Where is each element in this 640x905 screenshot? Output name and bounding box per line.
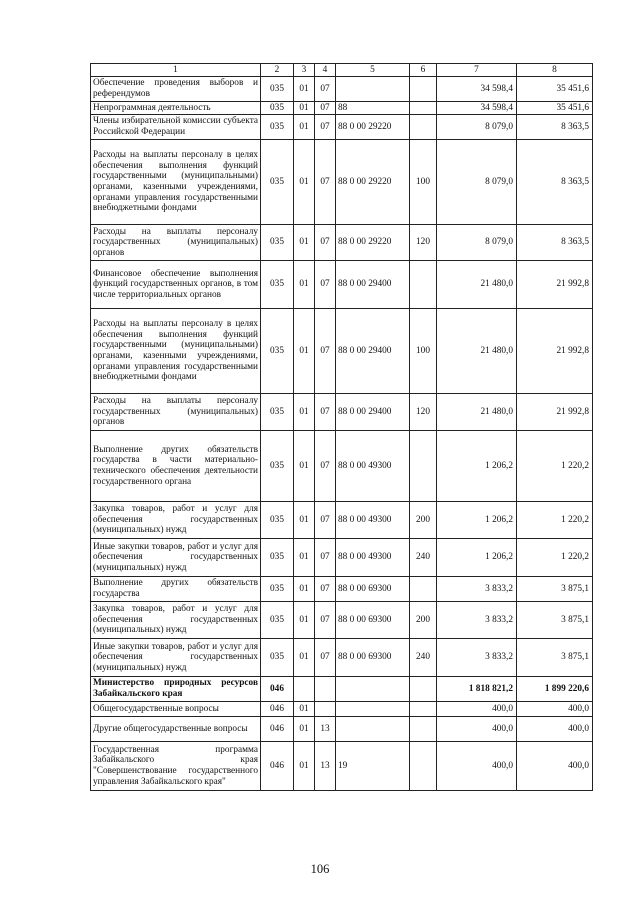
cell-name: Расходы на выплаты персоналу в целях обеспечения выполнения функций государственными (муниципальными) органами, казенными учреждениями, органами управления государственными внебюджетными фондами xyxy=(91,140,261,225)
cell-section: 01 xyxy=(294,77,315,102)
cell-expense-type: 100 xyxy=(410,309,437,394)
cell-target-article: 88 0 00 49300 xyxy=(336,431,410,502)
table-row xyxy=(91,140,593,225)
cell-ministry-code: 046 xyxy=(261,717,294,742)
cell-amount-year2: 1 899 220,6 xyxy=(517,677,593,702)
cell-subsection: 07 xyxy=(315,502,336,539)
cell-target-article: 88 0 00 29220 xyxy=(336,225,410,261)
table-row xyxy=(91,431,593,502)
cell-ministry-code: 035 xyxy=(261,309,294,394)
cell-expense-type xyxy=(410,431,437,502)
table-row xyxy=(91,677,593,702)
cell-name: Другие общегосударственные вопросы xyxy=(91,717,261,742)
cell-amount-year2: 400,0 xyxy=(517,717,593,742)
cell-ministry-code: 046 xyxy=(261,702,294,717)
cell-section: 01 xyxy=(294,102,315,115)
cell-target-article: 88 0 00 69300 xyxy=(336,602,410,639)
cell-expense-type: 240 xyxy=(410,639,437,677)
cell-amount-year1: 3 833,2 xyxy=(437,602,517,639)
cell-section: 01 xyxy=(294,639,315,677)
cell-subsection: 13 xyxy=(315,742,336,791)
cell-ministry-code: 035 xyxy=(261,225,294,261)
cell-expense-type: 100 xyxy=(410,140,437,225)
budget-table xyxy=(90,63,593,791)
table-row xyxy=(91,702,593,717)
cell-ministry-code: 035 xyxy=(261,140,294,225)
cell-name: Закупка товаров, работ и услуг для обеспечения государственных (муниципальных) нужд xyxy=(91,502,261,539)
cell-ministry-code: 035 xyxy=(261,502,294,539)
cell-amount-year2: 1 220,2 xyxy=(517,539,593,577)
cell-amount-year1: 21 480,0 xyxy=(437,309,517,394)
cell-amount-year1: 1 818 821,2 xyxy=(437,677,517,702)
cell-amount-year2: 400,0 xyxy=(517,742,593,791)
cell-amount-year1: 3 833,2 xyxy=(437,639,517,677)
cell-ministry-code: 035 xyxy=(261,431,294,502)
cell-target-article: 19 xyxy=(336,742,410,791)
cell-amount-year1: 400,0 xyxy=(437,702,517,717)
cell-ministry-code: 035 xyxy=(261,539,294,577)
cell-ministry-code: 035 xyxy=(261,261,294,309)
cell-amount-year1: 34 598,4 xyxy=(437,77,517,102)
col-header: 3 xyxy=(294,64,315,77)
cell-amount-year1: 21 480,0 xyxy=(437,394,517,431)
cell-subsection: 07 xyxy=(315,577,336,602)
cell-amount-year2: 35 451,6 xyxy=(517,77,593,102)
cell-amount-year2: 21 992,8 xyxy=(517,394,593,431)
col-header: 2 xyxy=(261,64,294,77)
cell-amount-year2: 8 363,5 xyxy=(517,225,593,261)
cell-name: Расходы на выплаты персоналу государственных (муниципальных) органов xyxy=(91,394,261,431)
cell-section: 01 xyxy=(294,309,315,394)
table-row xyxy=(91,115,593,140)
cell-name: Выполнение других обязательств государства в части материально-технического обеспечения деятельности государственного органа xyxy=(91,431,261,502)
table-header-row xyxy=(91,64,593,77)
cell-target-article: 88 0 00 29220 xyxy=(336,140,410,225)
cell-section: 01 xyxy=(294,431,315,502)
cell-section: 01 xyxy=(294,742,315,791)
cell-section: 01 xyxy=(294,394,315,431)
cell-amount-year2: 3 875,1 xyxy=(517,602,593,639)
table-row xyxy=(91,225,593,261)
cell-amount-year1: 21 480,0 xyxy=(437,261,517,309)
cell-subsection: 07 xyxy=(315,261,336,309)
cell-amount-year1: 400,0 xyxy=(437,742,517,791)
cell-name: Министерство природных ресурсов Забайкальского края xyxy=(91,677,261,702)
cell-target-article xyxy=(336,702,410,717)
col-header: 1 xyxy=(91,64,261,77)
cell-ministry-code: 035 xyxy=(261,639,294,677)
cell-name: Закупка товаров, работ и услуг для обеспечения государственных (муниципальных) нужд xyxy=(91,602,261,639)
cell-amount-year2: 35 451,6 xyxy=(517,102,593,115)
cell-section: 01 xyxy=(294,225,315,261)
table-row xyxy=(91,309,593,394)
cell-target-article: 88 0 00 29400 xyxy=(336,309,410,394)
col-header: 8 xyxy=(517,64,593,77)
table-row xyxy=(91,639,593,677)
cell-target-article: 88 0 00 49300 xyxy=(336,539,410,577)
cell-name: Обеспечение проведения выборов и референдумов xyxy=(91,77,261,102)
cell-expense-type xyxy=(410,702,437,717)
cell-amount-year2: 3 875,1 xyxy=(517,639,593,677)
cell-subsection: 07 xyxy=(315,539,336,577)
cell-name: Общегосударственные вопросы xyxy=(91,702,261,717)
cell-amount-year1: 8 079,0 xyxy=(437,115,517,140)
cell-expense-type: 200 xyxy=(410,602,437,639)
cell-expense-type xyxy=(410,717,437,742)
cell-name: Члены избирательной комиссии субъекта Российской Федерации xyxy=(91,115,261,140)
cell-expense-type: 120 xyxy=(410,394,437,431)
table-row xyxy=(91,717,593,742)
cell-subsection: 07 xyxy=(315,639,336,677)
cell-amount-year2: 21 992,8 xyxy=(517,309,593,394)
cell-amount-year1: 8 079,0 xyxy=(437,225,517,261)
table-row xyxy=(91,261,593,309)
cell-name: Иные закупки товаров, работ и услуг для обеспечения государственных (муниципальных) нужд xyxy=(91,639,261,677)
cell-section: 01 xyxy=(294,702,315,717)
cell-target-article: 88 0 00 29220 xyxy=(336,115,410,140)
cell-subsection: 13 xyxy=(315,717,336,742)
cell-amount-year1: 8 079,0 xyxy=(437,140,517,225)
cell-subsection: 07 xyxy=(315,431,336,502)
table-row xyxy=(91,394,593,431)
cell-name: Расходы на выплаты персоналу в целях обеспечения выполнения функций государственными (муниципальными) органами, казенными учреждениями, органами управления государственными внебюджетными фондами xyxy=(91,309,261,394)
cell-ministry-code: 035 xyxy=(261,577,294,602)
cell-amount-year1: 1 206,2 xyxy=(437,431,517,502)
cell-section: 01 xyxy=(294,261,315,309)
cell-section xyxy=(294,677,315,702)
cell-target-article xyxy=(336,717,410,742)
page-number: 106 xyxy=(310,862,330,876)
cell-ministry-code: 035 xyxy=(261,77,294,102)
cell-ministry-code: 035 xyxy=(261,394,294,431)
cell-section: 01 xyxy=(294,140,315,225)
table-row xyxy=(91,742,593,791)
cell-subsection: 07 xyxy=(315,225,336,261)
table-row xyxy=(91,502,593,539)
cell-target-article: 88 0 00 69300 xyxy=(336,577,410,602)
cell-amount-year2: 400,0 xyxy=(517,702,593,717)
cell-subsection: 07 xyxy=(315,77,336,102)
cell-expense-type: 120 xyxy=(410,225,437,261)
cell-amount-year2: 3 875,1 xyxy=(517,577,593,602)
cell-amount-year1: 1 206,2 xyxy=(437,502,517,539)
cell-name: Расходы на выплаты персоналу государственных (муниципальных) органов xyxy=(91,225,261,261)
cell-section: 01 xyxy=(294,115,315,140)
table-row xyxy=(91,539,593,577)
cell-expense-type: 200 xyxy=(410,502,437,539)
cell-expense-type xyxy=(410,261,437,309)
table-row xyxy=(91,77,593,102)
cell-name: Финансовое обеспечение выполнения функций государственных органов, в том числе территориальных органов xyxy=(91,261,261,309)
cell-amount-year1: 34 598,4 xyxy=(437,102,517,115)
col-header: 5 xyxy=(336,64,410,77)
cell-subsection: 07 xyxy=(315,602,336,639)
cell-amount-year2: 8 363,5 xyxy=(517,140,593,225)
table-row xyxy=(91,602,593,639)
cell-section: 01 xyxy=(294,717,315,742)
cell-section: 01 xyxy=(294,577,315,602)
cell-subsection xyxy=(315,677,336,702)
cell-amount-year1: 400,0 xyxy=(437,717,517,742)
cell-ministry-code: 046 xyxy=(261,742,294,791)
cell-name: Иные закупки товаров, работ и услуг для обеспечения государственных (муниципальных) нужд xyxy=(91,539,261,577)
cell-expense-type xyxy=(410,742,437,791)
cell-ministry-code: 035 xyxy=(261,102,294,115)
cell-ministry-code: 046 xyxy=(261,677,294,702)
cell-name: Выполнение других обязательств государства xyxy=(91,577,261,602)
cell-ministry-code: 035 xyxy=(261,115,294,140)
cell-section: 01 xyxy=(294,539,315,577)
cell-target-article: 88 0 00 29400 xyxy=(336,261,410,309)
cell-expense-type: 240 xyxy=(410,539,437,577)
cell-target-article: 88 0 00 49300 xyxy=(336,502,410,539)
cell-amount-year2: 1 220,2 xyxy=(517,431,593,502)
cell-amount-year2: 21 992,8 xyxy=(517,261,593,309)
cell-subsection: 07 xyxy=(315,102,336,115)
cell-target-article: 88 0 00 29400 xyxy=(336,394,410,431)
cell-subsection: 07 xyxy=(315,309,336,394)
cell-target-article: 88 0 00 69300 xyxy=(336,639,410,677)
cell-subsection: 07 xyxy=(315,394,336,431)
col-header: 7 xyxy=(437,64,517,77)
col-header: 4 xyxy=(315,64,336,77)
cell-amount-year1: 3 833,2 xyxy=(437,577,517,602)
cell-subsection: 07 xyxy=(315,140,336,225)
cell-name: Государственная программа Забайкальского края "Совершенствование государственного управления Забайкальского края" xyxy=(91,742,261,791)
cell-expense-type xyxy=(410,77,437,102)
cell-target-article xyxy=(336,77,410,102)
cell-subsection xyxy=(315,702,336,717)
cell-subsection: 07 xyxy=(315,115,336,140)
table-row xyxy=(91,102,593,115)
cell-amount-year1: 1 206,2 xyxy=(437,539,517,577)
cell-expense-type xyxy=(410,677,437,702)
cell-expense-type xyxy=(410,577,437,602)
cell-section: 01 xyxy=(294,502,315,539)
cell-expense-type xyxy=(410,102,437,115)
cell-expense-type xyxy=(410,115,437,140)
table-row xyxy=(91,577,593,602)
cell-target-article xyxy=(336,677,410,702)
cell-name: Непрограммная деятельность xyxy=(91,102,261,115)
col-header: 6 xyxy=(410,64,437,77)
cell-amount-year2: 1 220,2 xyxy=(517,502,593,539)
cell-target-article: 88 xyxy=(336,102,410,115)
cell-ministry-code: 035 xyxy=(261,602,294,639)
cell-section: 01 xyxy=(294,602,315,639)
cell-amount-year2: 8 363,5 xyxy=(517,115,593,140)
